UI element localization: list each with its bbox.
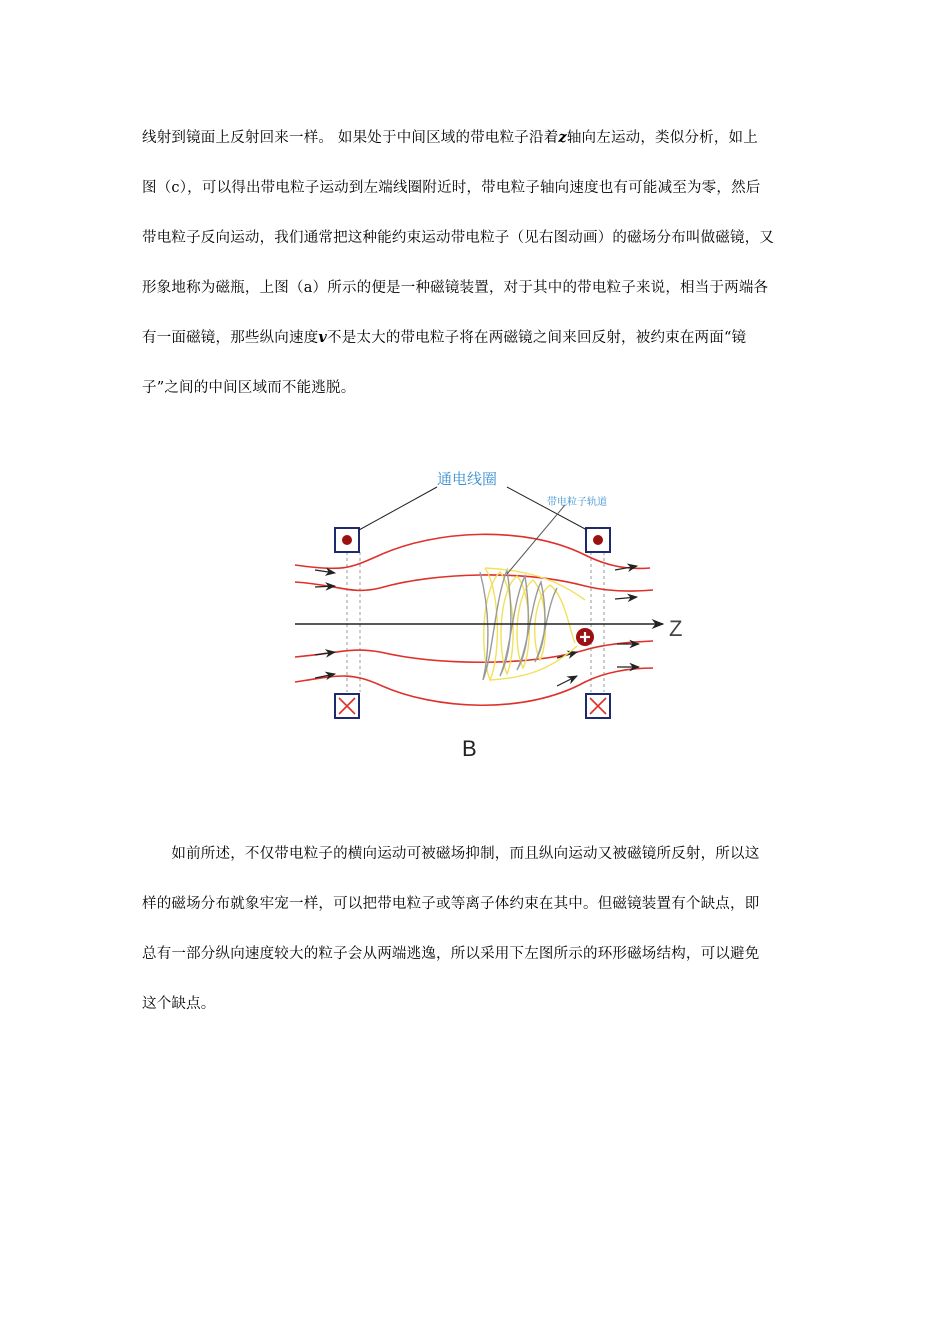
coil-label-leader bbox=[507, 487, 587, 530]
coil-label-leader bbox=[359, 487, 437, 530]
trajectory-label-leader bbox=[507, 505, 565, 574]
arrow bbox=[315, 652, 335, 655]
positive-charge-icon bbox=[576, 628, 594, 646]
paragraph-1 bbox=[142, 127, 808, 427]
text-line: 形象地称为磁瓶，上图（a）所示的便是一种磁镜装置，对于其中的带电粒子来说，相当于两端各 bbox=[142, 280, 769, 296]
trajectory-label: 带电粒子轨道 bbox=[547, 497, 607, 508]
field-label: B bbox=[462, 736, 477, 761]
magnetic-mirror-figure bbox=[285, 460, 690, 765]
paragraph-2 bbox=[142, 843, 808, 1043]
field-lines bbox=[295, 534, 653, 705]
text-line: 这个缺点。 bbox=[142, 996, 216, 1012]
coil-bottom-right bbox=[586, 694, 610, 718]
text-line: 如前所述，不仅带电粒子的横向运动可被磁场抑制，而且纵向运动又被磁镜所反射，所以这 bbox=[142, 846, 760, 862]
coil-top-right bbox=[586, 528, 610, 552]
text-line: 图（c），可以得出带电粒子运动到左端线圈附近时，带电粒子轴向速度也有可能减至为零，然后 bbox=[142, 180, 761, 196]
z-symbol: z bbox=[558, 129, 567, 146]
field-arrows bbox=[315, 566, 639, 686]
text-line: 带电粒子反向运动，我们通常把这种能约束运动带电粒子（见右图动画）的磁场分布叫做磁镜，又 bbox=[142, 230, 775, 246]
coil-bottom-left bbox=[335, 694, 359, 718]
arrow bbox=[315, 570, 335, 573]
text-line: 线射到镜面上反射回来一样。 如果处于中间区域的带电粒子沿着z轴向左运动，类似分析，如上 bbox=[142, 129, 758, 146]
text-line: 有一面磁镜，那些纵向速度v不是太大的带电粒子将在两磁镜之间来回反射，被约束在两面“镜 bbox=[142, 329, 747, 346]
coil-top-left bbox=[335, 528, 359, 552]
text-line: 总有一部分纵向速度较大的粒子会从两端逃逸，所以采用下左图所示的环形磁场结构，可以避免 bbox=[142, 946, 760, 962]
field-line-inner-top bbox=[295, 575, 653, 591]
text-line: 子”之间的中间区域而不能逃脱。 bbox=[142, 380, 356, 396]
v-symbol: v bbox=[318, 329, 328, 346]
field-line-inner-bottom bbox=[295, 641, 653, 662]
coil-label: 通电线圈 bbox=[437, 470, 498, 488]
current-out-dot bbox=[593, 535, 603, 545]
text-line: 样的磁场分布就象牢宠一样，可以把带电粒子或等离子体约束在其中。但磁镜装置有个缺点，即 bbox=[142, 896, 760, 912]
arrow bbox=[557, 676, 577, 686]
z-axis-label: Z bbox=[669, 616, 683, 641]
current-out-dot bbox=[342, 535, 352, 545]
arrow bbox=[615, 597, 637, 599]
